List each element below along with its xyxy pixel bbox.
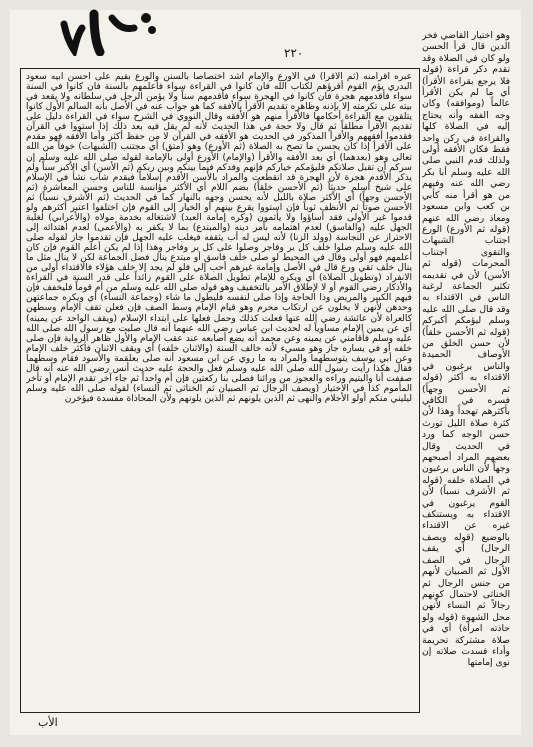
main-text-body: عبره أقرأمنه (ثم الأقرأ) في الأورع والإمام أشد اختصاصاً بالسنن والورع بقيم على أحسن ابيه سعود البدري يؤم القوم أقرؤهم لكتاب الله فان كانوا في القراءة سواء فأعلمهم بالسنة فان كانوا في السنة سواء فأقدمهم هجرة فان كانوا في الهجرة سواء فأقدمهم سناً ولا يؤمن الرجل في سلطانه ولا يقعد في بيته على تكرمته إلا بإذنه وظاهره تقديم الأقرأ بالأفقه كما هو جواب عنه في الأصل بأنه السالم الأول كانوا يتلقون مع القراءة أحكامها فالأقرأ منهم هو الأفقه وقال النووي في الشرح سواء في القراءة دليل على تقديم الأقرأ مطلقاً ثم قال ولا حجة في هذا الحديث لأنه لم يقل فيه بعد ذلك إذا استووا في القرآن فقدموا أفقههم والأقرأ المذكور في الحديث هو الأفقه في القرآن لا من حفظ أكثر وأما الأفقه فهو مقدم على الأقرأ إذا كان يحسن ما تصح به الصلاة (ثم الأورع) وهو (متق) أي مجتنب (الشبهات) خوفاً من الله تعالى وهو (بعدهما) أي بعد الأفقه والأقرأ (والإمام) الأورع أولى بالإمامة لقوله صلى الله عليه وسلم إن سركم أن تقبل صلاتكم فليؤمكم خياركم فإنهم وفدكم فيما بينكم وبين ربكم (ثم الأسن) أي الأكبر سناً ولم يذكر الأقدم هجرة لأن الهجرة قد انقطعت والمراد بالأسن الأقدم إسلاماً فيقدم شاب نشأ في الإسلام على شيخ أسلم حديثاً (ثم الأحسن خلقاً) بضم اللام أي الأكثر مؤانسة للناس وحسن المعاشرة (ثم الأحسن وجهاً) أي الأكثر صلاة بالليل لأنه يحسن وجهه بالنهار كما في الحديث (ثم الأشرف نسباً) ثم الأحسن صوتاً ثم الأنظف ثوباً فإن استووا يقرع بينهم أو الخيار إلى القوم فإن اختلفوا اعتبر أكثرهم ولو قدموا غير الأولى فقد أساؤوا ولا يأثمون (وكره إمامة العبد) لاشتغاله بخدمة مولاه (والأعرابي) لغلبة الجهل عليه (والفاسق) لعدم اهتمامه بأمر دينه (والمبتدع) بما لا يكفر به (والأعمى) لعدم اهتدائه إلى الاحتراز عن النجاسة (وولد الزنا) لأنه ليس له أب يثقفه فيغلب عليه الجهل فإن تقدموا جاز لقوله صلى الله عليه وسلم صلوا خلف كل بر وفاجر وصلوا على كل بر وفاجر وهذا إذا لم يكن أعلم القوم فإن كان أعلمهم فهو أولى وقال في المحيط لو صلى خلف فاسق أو مبتدع ينال فضل الجماعة لكن لا ينال مثل ما ينال خلف تقي ورع قال في الأصل وإمامة غيرهم أحب إلي فلو لم يجد إلا خلف هؤلاء فالاقتداء أولى من الانفراد (وتطويل الصلاة) أي ويكره للإمام تطويل الصلاة على القوم زائداً على قدر السنة في القراءة والأذكار رضي القوم أو لا لإطلاق الأمر بالتخفيف وهو قوله صلى الله عليه وسلم من أم قوماً فليخفف فإن فيهم الكبير والمريض وذا الحاجة وإذا صلى لنفسه فليطول ما شاء (وجماعة النساء) أي ويكره جماعتهن وحدهن لأنهن لا يخلون عن ارتكاب محرم وهو قيام الإمام وسط الصف فإن فعلن تقف الإمام وسطهن كالعراة لأن عائشة رضي الله عنها فعلت كذلك وحمل فعلها على ابتداء الإسلام (ويقف الواحد عن يمينه) أي عن يمين الإمام مساوياً له لحديث ابن عباس رضي الله عنهما أنه قال صليت مع رسول الله صلى الله عليه وسلم فأقامني عن يمينه وعن محمد أنه يضع أصابعه عند عقب الإمام والأول ظاهر الرواية فإن صلى خلفه أو في يساره جاز وهو مسيء لأنه خالف السنة (والاثنان خلفه) أي ويقف الاثنان فأكثر خلف الإمام وعن أبي يوسف يتوسطهما والمراد به ما روي عن ابن مسعود أنه صلى بعلقمة والأسود فقام وسطهما فقال هكذا رأيت رسول الله صلى الله عليه وسلم فعل والحجة عليه حديث أنس رضي الله عنه أنه قال صففت أنا واليتيم وراءه والعجوز من ورائنا فصلى بنا ركعتين فإن أم واحداً ثم جاء آخر تقدم الإمام أو تأخر المأموم كذا في الاختيار (ويصف الرجال ثم الصبيان ثم الخناثى ثم النساء) لقوله صلى الله عليه وسلم ليليني منكم أولو الأحلام والنهى ثم الذين يلونهم ثم الذين يلونهم ولأن المحاذاة مفسدة فيؤخرن <box>26 72 412 404</box>
main-text-column <box>26 72 412 708</box>
catchword: الأب <box>38 716 58 729</box>
header-ornament <box>60 4 170 56</box>
page-number: ٢٢٠ <box>284 46 304 60</box>
marginal-commentary-body: وهو اختيار القاضي فخر الدين قال قرأ الحسن ولو كان في الصلاة وقد تقدم ذكر قراءة (قوله فلا يرجع بقراءة الأقرأ) أي ما لم يكن الأقرأ عالماً (وموافقه) وكان وجه الفقه وأنه يحتاج إليه في الصلاة كلها والقراءة في ركن واحد فقط فكان الأفقه أولى ولذلك قدم النبي صلى الله عليه وسلم أبا بكر رضي الله عنه وفيهم من هو أقرأ منه كأبي بن كعب وابن مسعود ومعاذ رضي الله عنهم (قوله ثم الأورع) الورع اجتناب الشبهات والتقوى اجتناب المحرمات (قوله ثم الأسن) لأن في تقديمه تكثير الجماعة لرغبة الناس في الاقتداء به وقد قال صلى الله عليه وسلم ليؤمكم أكبركم (قوله ثم الأحسن خلقاً) لأن حسن الخلق من الأوصاف الحميدة والناس يرغبون في الاقتداء به أكثر (قوله ثم الأحسن وجهاً) فسره في الكافي بأكثرهم تهجداً وهذا لأن كثرة صلاة الليل تورث حسن الوجه كما ورد في الحديث وقال بعضهم المراد أصبحهم وجهاً لأن الناس يرغبون في الصلاة خلفه (قوله ثم الأشرف نسباً) لأن القوم يرغبون في الاقتداء به ويستنكف غيره عن الاقتداء بالوضيع (قوله ويصف الرجال) أي يقف الرجال في الصف الأول ثم الصبيان لأنهم من جنس الرجال ثم الخناثى لاحتمال كونهم رجالاً ثم النساء لأنهن محل الشهوة (قوله ولو حاذته امرأة) أي في صلاة مشتركة تحريمة وأداء فسدت صلاته إن نوى إمامتها <box>422 30 510 669</box>
marginal-commentary <box>422 30 510 687</box>
